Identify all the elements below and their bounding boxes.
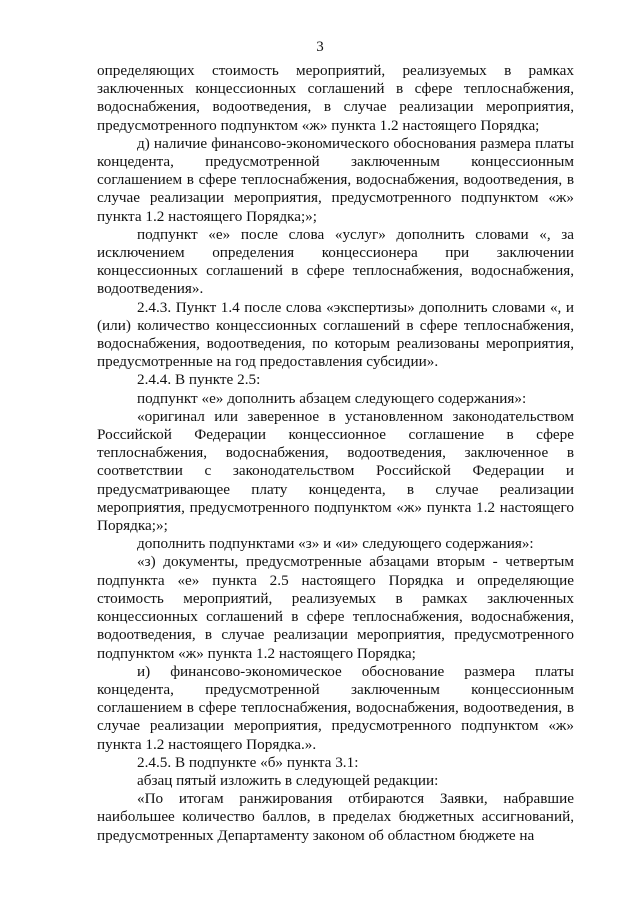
- paragraph-add-subitems: дополнить подпунктами «з» и «и» следующего содержания»:: [137, 535, 534, 553]
- paragraph-subitem-z: «з) документы, предусмотренные абзацами вторым - четвертым подпункта «е» пункта 2.5 настоящего Порядка и определяющие стоимость мероприятий, реализуемых в рамках заключенных концессионных соглашений в сфере теплоснабжения, водоснабжения, водоотведения, в случае реализации мероприятия, предусмотренного подпунктом «ж» пункта 1.2 настоящего Порядка;: [97, 553, 574, 662]
- paragraph-fifth-abzac: абзац пятый изложить в следующей редакции:: [137, 771, 439, 789]
- paragraph-subitem-d: д) наличие финансово-экономического обоснования размера платы концедента, предусмотренной заключенным концессионным соглашением в сфере теплоснабжения, водоснабжения, водоотведения, в случае реализации мероприятия, предусмотренного подпунктом «ж» пункта 1.2 настоящего Порядка;»;: [97, 134, 574, 225]
- paragraph-subitem-e-amendment: подпункт «е» после слова «услуг» дополнить словами «, за исключением определения концессионера при заключении концессионных соглашений в сфере теплоснабжения, водоснабжения, водоотведения».: [97, 225, 574, 298]
- paragraph-2-4-3: 2.4.3. Пункт 1.4 после слова «экспертизы» дополнить словами «, и (или) количество концессионных соглашений в сфере теплоснабжения, водоснабжения, водоотведения, по которым реализованы мероприятия, предусмотренные на год предоставления субсидии».: [97, 298, 574, 371]
- document-body: [97, 62, 574, 845]
- paragraph-ranking-results: «По итогам ранжирования отбираются Заявки, набравшие наибольшее количество баллов, в пределах бюджетных ассигнований, предусмотренных Департаменту законом об областном бюджете на: [97, 790, 574, 844]
- page-number: 3: [316, 39, 324, 55]
- paragraph-continuation: определяющих стоимость мероприятий, реализуемых в рамках заключенных концессионных соглашений в сфере теплоснабжения, водоснабжения, водоотведения, в случае реализации мероприятия, предусмотренного подпунктом «ж» пункта 1.2 настоящего Порядка;: [97, 62, 574, 134]
- paragraph-subitem-e-addition: подпункт «е» дополнить абзацем следующего содержания»:: [137, 389, 527, 407]
- paragraph-2-4-5-heading: 2.4.5. В подпункте «б» пункта 3.1:: [137, 753, 359, 771]
- paragraph-original-agreement: «оригинал или заверенное в установленном законодательством Российской Федерации концессионное соглашение в сфере теплоснабжения, водоснабжения, водоотведения, заключенное в соответствии с законодательством Российской Федерации и предусматривающее плату концедента, в случае реализации мероприятия, предусмотренного подпунктом «ж» пункта 1.2 настоящего Порядка;»;: [97, 407, 574, 535]
- paragraph-2-4-4-heading: 2.4.4. В пункте 2.5:: [137, 371, 261, 389]
- paragraph-subitem-i: и) финансово-экономическое обоснование размера платы концедента, предусмотренной заключенным концессионным соглашением в сфере теплоснабжения, водоснабжения, водоотведения, в случае реализации мероприятия, предусмотренного подпунктом «ж» пункта 1.2 настоящего Порядка.».: [97, 662, 574, 753]
